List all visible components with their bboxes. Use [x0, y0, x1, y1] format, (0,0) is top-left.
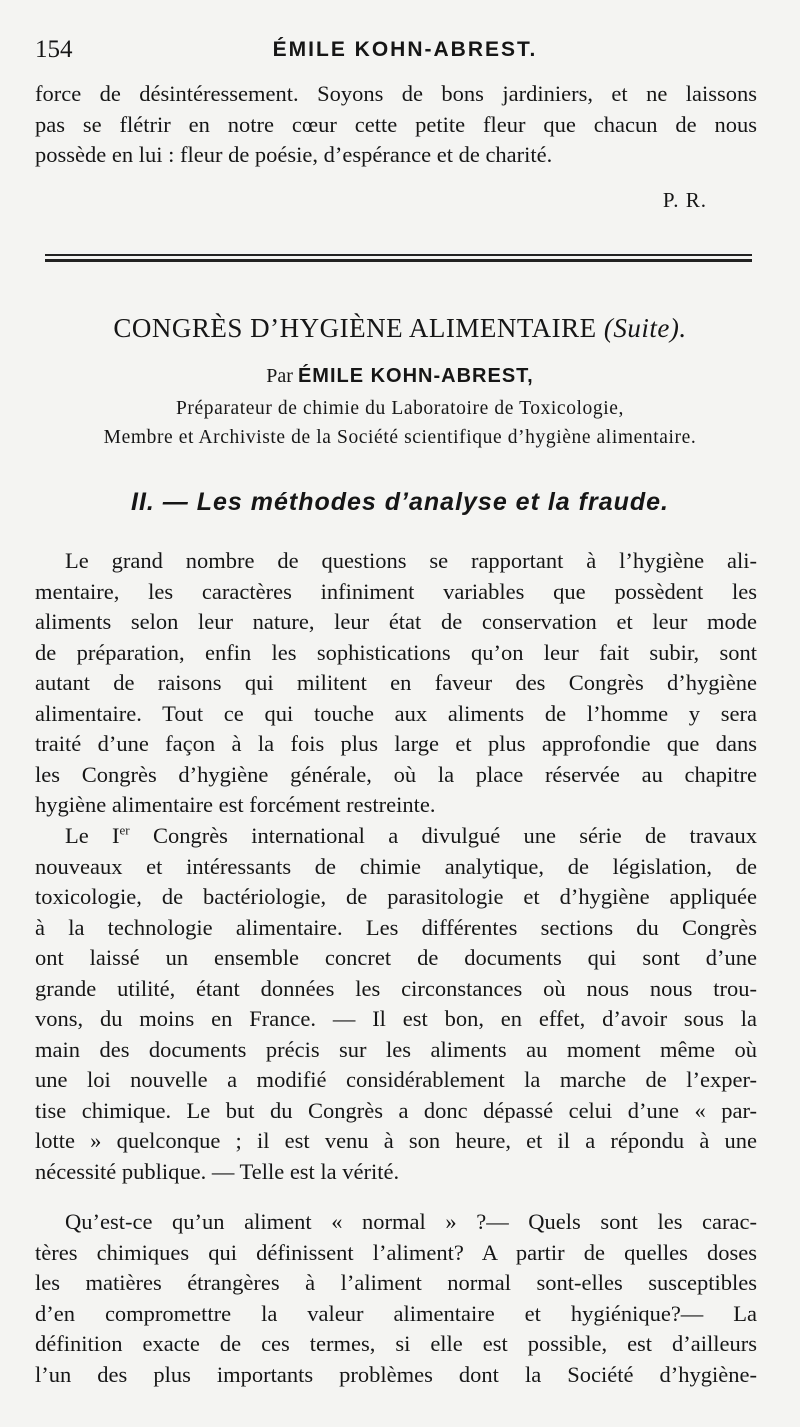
previous-article-ending — [35, 79, 757, 171]
text-line: d’en compromettre la valeur alimentaire et hygiénique?— La — [35, 1300, 757, 1326]
affiliation-line: Préparateur de chimie du Laboratoire de Toxicologie, — [175, 398, 625, 419]
page-number: 154 — [35, 36, 73, 63]
paragraph-3 — [35, 1207, 757, 1390]
text-line: de préparation, enfin les sophistications qu’on leur fait subir, sont — [35, 639, 757, 665]
text-line: force de désintéressement. Soyons de bons jardiniers, et ne laissons — [35, 81, 757, 106]
by-prefix: Par — [266, 365, 293, 387]
paragraph-2 — [35, 821, 757, 1187]
running-title: ÉMILE KOHN-ABREST. — [272, 38, 538, 61]
text-line: grande utilité, étant données les circonstances où nous nous trou- — [35, 975, 757, 1001]
text-fragment: Congrès international a divulgué une série de travaux — [152, 823, 758, 848]
text-line: Le grand nombre de questions se rapportant à l’hygiène ali- — [65, 548, 757, 573]
ordinal: I — [112, 823, 120, 848]
text-line: Qu’est-ce qu’un aliment « normal » ?— Quels sont les carac- — [65, 1209, 757, 1234]
text-line: ont laissé un ensemble concret de documents qui sont d’une — [35, 945, 757, 970]
text-line: tise chimique. Le but du Congrès a donc dépassé celui d’une « par- — [35, 1097, 757, 1123]
text-line: mentaire, les caractères infiniment variables que possèdent les — [35, 578, 757, 604]
text-line: les matières étrangères à l’aliment normal sont-elles susceptibles — [35, 1270, 757, 1295]
text-line: les Congrès d’hygiène générale, où la place réservée au chapitre — [35, 761, 757, 787]
text-line: toxicologie, de bactériologie, de parasitologie et d’hygiène appliquée — [35, 884, 757, 909]
text-line: à la technologie alimentaire. Les différentes sections du Congrès — [35, 914, 757, 940]
text-line: pas se flétrir en notre cœur cette petite fleur que chacun de nous — [35, 111, 757, 137]
article-title-suffix: (Suite). — [603, 313, 687, 343]
text-line: définition exacte de ces termes, si elle est possible, est d’ailleurs — [35, 1331, 757, 1356]
text-line — [35, 821, 757, 852]
signature: P. R. — [662, 188, 707, 212]
text-line: nouveaux et intéressants de chimie analytique, de législation, de — [35, 853, 757, 879]
text-fragment: Le — [65, 823, 89, 848]
text-line: hygiène alimentaire est forcément restreinte. — [35, 792, 436, 817]
text-line: tères chimiques qui définissent l’aliment? A partir de quelles doses — [35, 1239, 757, 1265]
ordinal-suffix: er — [119, 822, 130, 838]
text-line: main des documents précis sur les aliments au moment même où — [35, 1036, 757, 1062]
text-line: possède en lui : fleur de poésie, d’espérance et de charité. — [35, 142, 553, 167]
text-line: l’un des plus importants problèmes dont la Société d’hygiène- — [35, 1361, 757, 1387]
affiliation-line: Membre et Archiviste de la Société scientifique d’hygiène alimentaire. — [103, 427, 697, 448]
text-line: aliments selon leur nature, leur état de conservation et leur mode — [35, 609, 757, 634]
byline — [0, 365, 800, 388]
article-title-text: CONGRÈS D’HYGIÈNE ALIMENTAIRE — [113, 313, 597, 343]
text-line: alimentaire. Tout ce qui touche aux aliments de l’homme y sera — [35, 700, 757, 726]
text-line: nécessité publique. — Telle est la vérité. — [35, 1158, 400, 1184]
page-header — [35, 36, 755, 66]
text-line: traité d’une façon à la fois plus large et plus approfondie que dans — [35, 731, 757, 756]
section-heading: II. — Les méthodes d’analyse et la fraude. — [131, 488, 669, 516]
article-title — [0, 313, 800, 344]
text-line: autant de raisons qui militent en faveur des Congrès d’hygiène — [35, 670, 757, 695]
author-name: ÉMILE KOHN-ABREST, — [297, 365, 534, 387]
divider-rule-double — [45, 259, 752, 262]
text-line: vons, du moins en France. — Il est bon, en effet, d’avoir sous la — [35, 1006, 757, 1031]
divider-rule — [45, 254, 752, 256]
text-line: une loi nouvelle a modifié considérablement la marche de l’exper- — [35, 1067, 757, 1092]
text-line: lotte » quelconque ; il est venu à son heure, et il a répondu à une — [35, 1128, 757, 1153]
paragraph-1 — [35, 546, 757, 821]
